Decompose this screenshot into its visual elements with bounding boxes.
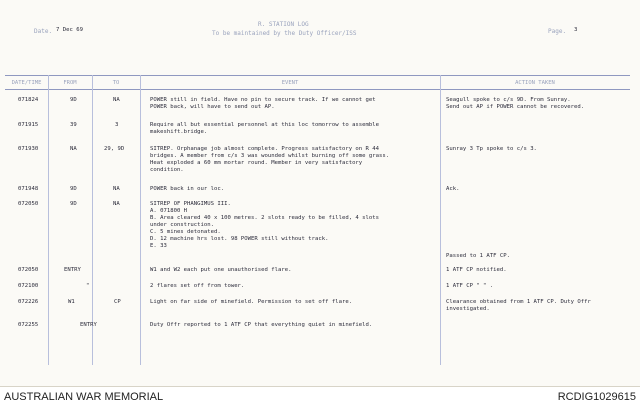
row-to: NA <box>113 186 120 192</box>
page-subtitle: To be maintained by the Duty Officer/ISS <box>212 30 357 37</box>
row-action: Passed to 1 ATF CP. <box>446 253 510 259</box>
column-divider <box>48 75 49 365</box>
row-event: SITREP OF PHANGIMUS III. A. 071800 H B. Area cleared 40 x 100 metres. 2 slots ready to be filled, 4 slots under construction. C. 5 mines detonated. D. 12 machine hrs lost. 98 POWER still without track. E. 33 <box>150 201 380 249</box>
row-time: 072050 <box>18 201 39 207</box>
header-rule-bottom <box>5 89 630 90</box>
column-header-from: FROM <box>63 80 77 86</box>
row-time: 071948 <box>18 186 39 192</box>
row-from: ENTRY <box>80 322 97 328</box>
page-label: Page. <box>548 28 567 35</box>
row-from: 39 <box>70 122 77 128</box>
row-to: 29, 9D <box>104 146 125 152</box>
column-divider <box>140 75 141 365</box>
row-event: Light on far side of minefield. Permission to set off flare. <box>150 299 353 305</box>
row-from: 9D <box>70 97 77 103</box>
row-time: 072050 <box>18 267 39 273</box>
row-action: Ack. <box>446 186 460 192</box>
row-time: 071824 <box>18 97 39 103</box>
row-from: 9D <box>70 201 77 207</box>
column-header-event: EVENT <box>281 80 299 86</box>
column-header-action: ACTION TAKEN <box>515 80 555 86</box>
row-event: 2 flares set off from tower. <box>150 283 245 289</box>
archive-id: RCDIG1029615 <box>557 391 636 403</box>
row-action: 1 ATF CP " " . <box>446 283 494 289</box>
row-event: Duty Offr reported to 1 ATF CP that everything quiet in minefield. <box>150 322 373 328</box>
row-time: 072255 <box>18 322 39 328</box>
row-event: POWER back in our loc. <box>150 186 225 192</box>
row-event: POWER still in field. Have no pin to secure track. If we cannot get POWER back, will have to send out AP. <box>150 97 376 110</box>
row-to: CP <box>114 299 121 305</box>
row-event: Require all but essential personnel at this loc tomorrow to assemble makeshift.bridge. <box>150 122 380 135</box>
row-to: NA <box>113 201 120 207</box>
date-label: Date. <box>34 28 53 35</box>
row-event: W1 and W2 each put one unauthorised flare. <box>150 267 292 273</box>
column-header-to: TO <box>112 80 120 86</box>
row-from: ENTRY <box>64 267 81 273</box>
row-time: 072100 <box>18 283 39 289</box>
row-action: Sunray 3 Tp spoke to c/s 3. <box>446 146 537 152</box>
row-action: Seagull spoke to c/s 9D. From Sunray. Send out AP if POWER cannot be recovered. <box>446 97 585 110</box>
row-from: " <box>86 283 90 289</box>
row-from: 9D <box>70 186 77 192</box>
page-number: 3 <box>574 27 578 33</box>
row-to: 3 <box>115 122 119 128</box>
row-action: Clearance obtained from 1 ATF CP. Duty Offr investigated. <box>446 299 591 312</box>
row-event: SITREP. Orphanage job almost complete. Progress satisfactory on R 44 bridges. A member from c/s 3 was wounded whilst burning off some grass. Heat exploded a 60 mm mortar round. Member in very satisfactory condition. <box>150 146 390 173</box>
column-divider <box>440 75 441 365</box>
row-from: W1 <box>68 299 75 305</box>
row-to: NA <box>113 97 120 103</box>
row-time: 071930 <box>18 146 39 152</box>
column-header-datetime: DATE/TIME <box>11 80 42 86</box>
archive-credit: AUSTRALIAN WAR MEMORIAL <box>4 391 164 403</box>
page-title: R. STATION LOG <box>258 21 309 28</box>
date-value: 7 Dec 69 <box>56 27 83 33</box>
row-action: 1 ATF CP notified. <box>446 267 507 273</box>
row-from: NA <box>70 146 77 152</box>
header-rule-top <box>5 75 630 76</box>
row-time: 072226 <box>18 299 39 305</box>
row-time: 071915 <box>18 122 39 128</box>
